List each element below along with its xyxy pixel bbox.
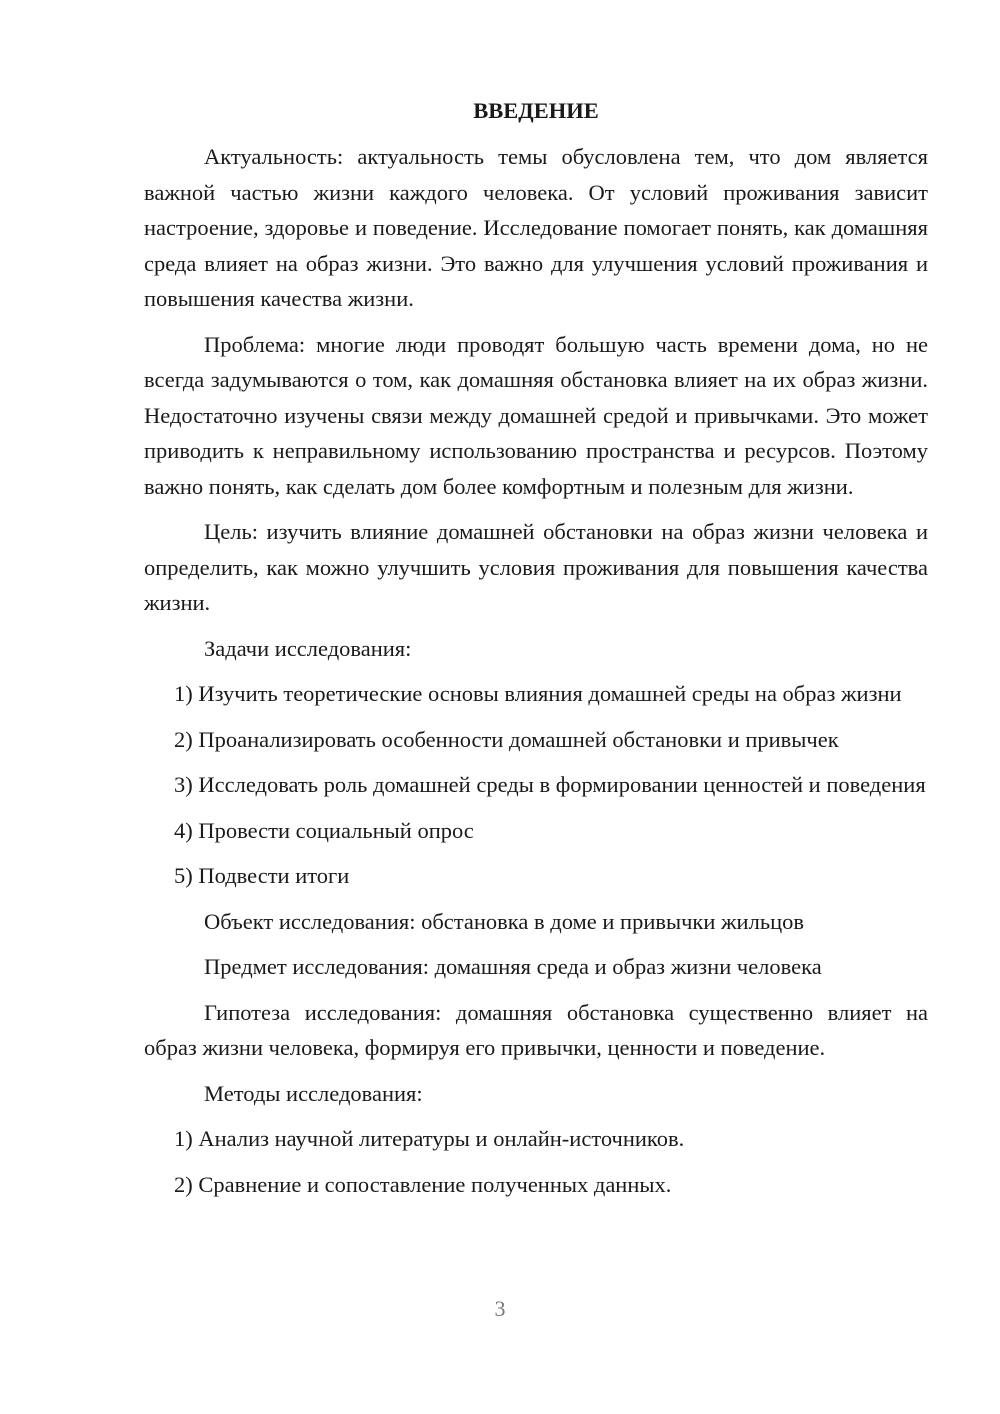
list-item: 4) Провести социальный опрос bbox=[174, 817, 474, 843]
list-item: 3) Исследовать роль домашней среды в формировании ценностей и поведения bbox=[174, 772, 926, 797]
list-item: 5) Подвести итоги bbox=[174, 863, 350, 888]
list-item: 1) Анализ научной литературы и онлайн-источников. bbox=[174, 1126, 685, 1151]
document-body bbox=[144, 95, 928, 1212]
section-title: ВВЕДЕНИЕ bbox=[473, 98, 599, 123]
goal-paragraph: Цель: изучить влияние домашней обстановки на образ жизни человека и определить, как можно улучшить условия проживания для повышения качества жизни. bbox=[144, 519, 928, 615]
problem-paragraph: Проблема: многие люди проводят большую часть времени дома, но не всегда задумываются о том, как домашняя обстановка влияет на их образ жизни. Недостаточно изучены связи между домашней средой и привычками. Это может приводить к неправильному использованию пространства и ресурсов. Поэтому важно понять, как сделать дом более комфортным и полезным для жизни. bbox=[144, 331, 928, 499]
methods-heading: Методы исследования: bbox=[204, 1080, 423, 1106]
hypothesis-paragraph: Гипотеза исследования: домашняя обстановка существенно влияет на образ жизни человека, формируя его привычки, ценности и поведение. bbox=[144, 999, 928, 1060]
tasks-list bbox=[144, 676, 928, 894]
methods-list bbox=[144, 1121, 928, 1202]
tasks-heading: Задачи исследования: bbox=[204, 635, 412, 661]
list-item: 2) Сравнение и сопоставление полученных данных. bbox=[174, 1171, 672, 1197]
relevance-paragraph: Актуальность: актуальность темы обусловлена тем, что дом является важной частью жизни каждого человека. От условий проживания зависит настроение, здоровье и поведение. Исследование помогает понять, как домашняя среда влияет на образ жизни. Это важно для улучшения условий проживания и повышения качества жизни. bbox=[144, 144, 928, 311]
research-object: Объект исследования: обстановка в доме и привычки жильцов bbox=[204, 908, 805, 934]
list-item: 1) Изучить теоретические основы влияния домашней среды на образ жизни bbox=[174, 681, 902, 706]
research-subject: Предмет исследования: домашняя среда и образ жизни человека bbox=[204, 954, 822, 979]
page-number: 3 bbox=[494, 1296, 506, 1321]
list-item: 2) Проанализировать особенности домашней обстановки и привычек bbox=[174, 726, 839, 752]
